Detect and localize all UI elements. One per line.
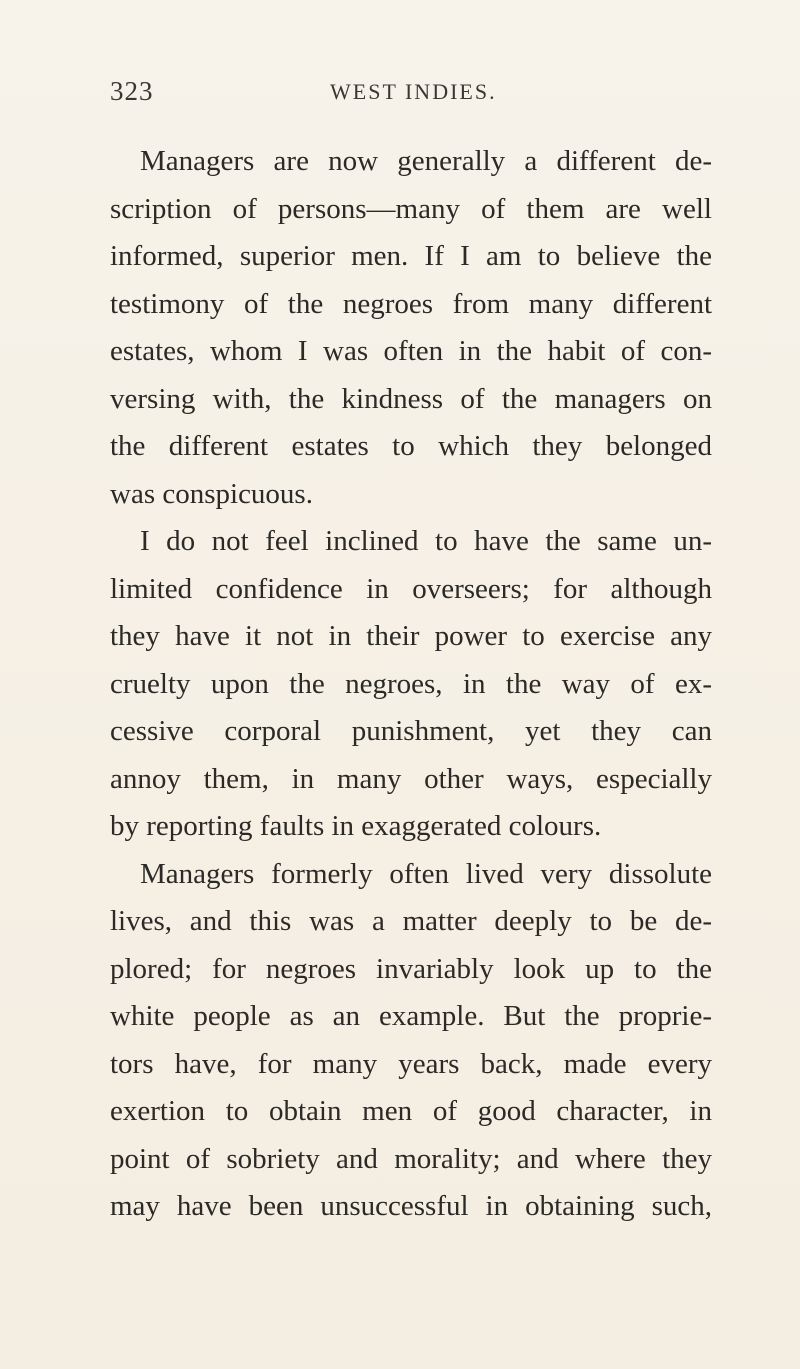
text-line: estates, whom I was often in the habit of con- [110, 335, 712, 367]
text-line: cessive corporal punishment, yet they can [110, 715, 712, 747]
text-line: versing with, the kindness of the managers on [110, 382, 712, 415]
text-line: Managers formerly often lived very dissolute [140, 857, 712, 890]
text-line: white people as an example. But the proprie- [110, 1000, 712, 1032]
text-line: annoy them, in many other ways, especially [110, 762, 712, 795]
text-line: informed, superior men. If I am to believe the [110, 240, 712, 272]
body-text [110, 138, 712, 1231]
text-line: lives, and this was a matter deeply to be de- [110, 905, 712, 937]
text-line: was conspicuous. [110, 477, 313, 510]
text-line: Managers are now generally a different de- [140, 145, 712, 177]
text-line: scription of persons—many of them are well [110, 192, 712, 225]
text-line: plored; for negroes invariably look up to the [110, 952, 712, 985]
text-line: cruelty upon the negroes, in the way of ex- [110, 667, 712, 700]
text-line: may have been unsuccessful in obtaining such, [110, 1190, 712, 1222]
text-line: they have it not in their power to exercise any [110, 620, 712, 652]
text-line: tors have, for many years back, made every [110, 1047, 712, 1080]
page-header [110, 76, 710, 112]
text-line: exertion to obtain men of good character, in [110, 1095, 712, 1127]
text-line: testimony of the negroes from many different [110, 287, 712, 320]
text-line: by reporting faults in exaggerated colours. [110, 810, 602, 842]
text-line: point of sobriety and morality; and where they [110, 1142, 712, 1175]
page-number: 323 [110, 76, 154, 106]
running-head: WEST INDIES. [330, 79, 497, 104]
text-line: limited confidence in overseers; for although [110, 572, 712, 605]
text-line: the different estates to which they belonged [110, 430, 712, 462]
text-line: I do not feel inclined to have the same un- [140, 525, 712, 557]
